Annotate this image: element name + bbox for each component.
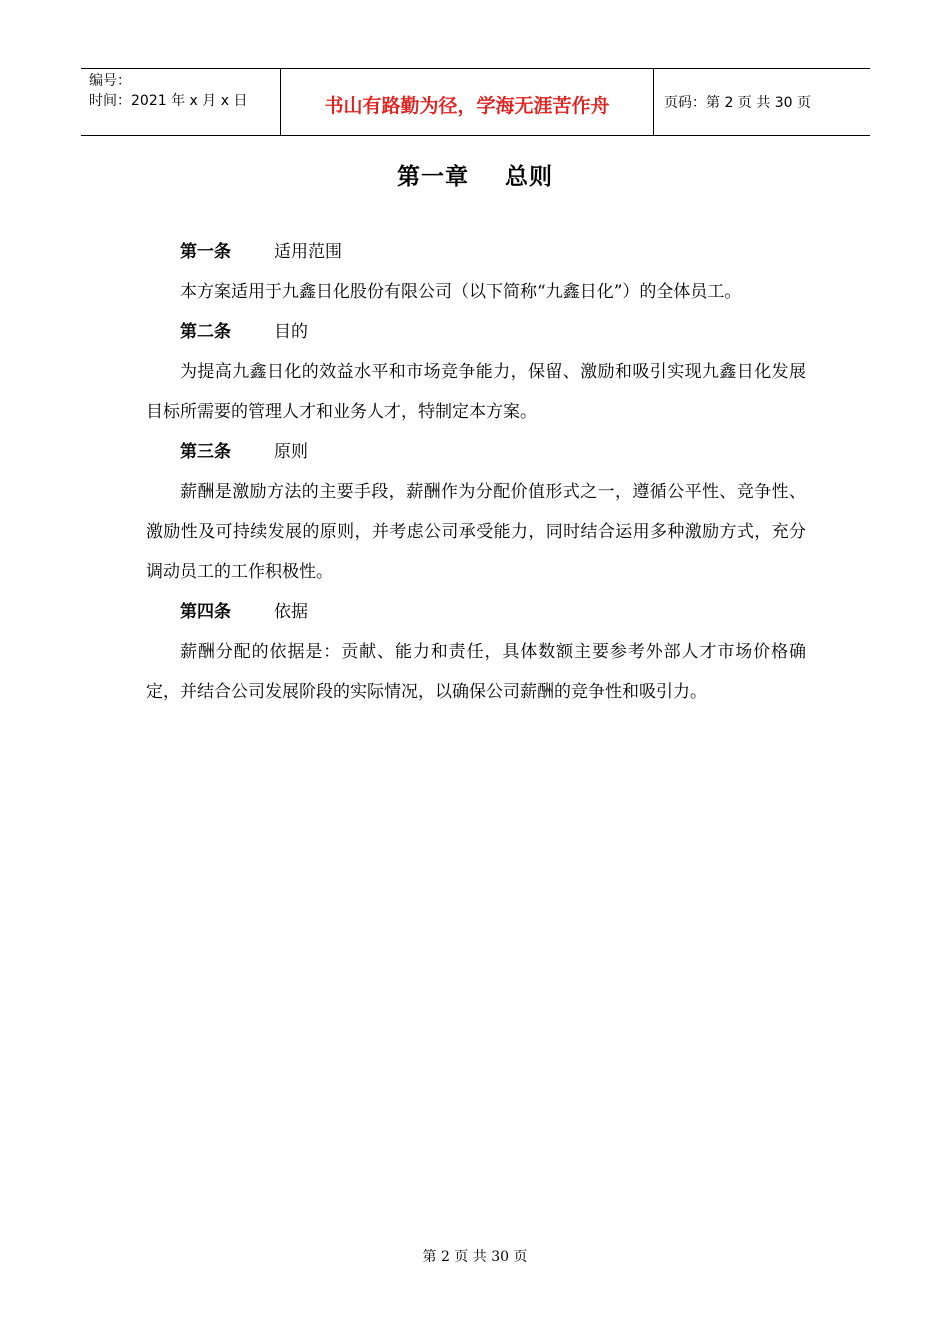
article-number: 第一条 [180, 242, 231, 262]
article-body: 薪酬分配的依据是：贡献、能力和责任，具体数额主要参考外部人才市场价格确定，并结合公司发展阶段的实际情况，以确保公司薪酬的竞争性和吸引力。 [146, 642, 806, 702]
document-body [146, 232, 806, 712]
article-heading [146, 312, 806, 352]
document-date-label: 时间：2021 年 x 月 x 日 [89, 93, 248, 109]
page-header [81, 68, 870, 136]
chapter-title: 第一章 总则 [396, 164, 554, 190]
article-4 [146, 592, 806, 712]
article-title: 目的 [274, 322, 308, 342]
article-3 [146, 432, 806, 592]
article-2 [146, 312, 806, 432]
article-number: 第三条 [180, 442, 231, 462]
header-motto: 书山有路勤为径，学海无涯苦作舟 [281, 69, 654, 135]
header-info-cell [81, 69, 281, 135]
header-page-code: 页码：第 2 页 共 30 页 [664, 95, 811, 111]
article-1 [146, 232, 806, 312]
document-number-label: 编号： [89, 73, 131, 89]
article-number: 第四条 [180, 602, 231, 622]
article-heading [146, 592, 806, 632]
article-number: 第二条 [180, 322, 231, 342]
article-title: 原则 [274, 442, 308, 462]
article-body: 为提高九鑫日化的效益水平和市场竞争能力，保留、激励和吸引实现九鑫日化发展目标所需要的管理人才和业务人才，特制定本方案。 [146, 362, 806, 422]
page-footer: 第 2 页 共 30 页 [422, 1249, 528, 1265]
article-body: 本方案适用于九鑫日化股份有限公司（以下简称“九鑫日化”）的全体员工。 [180, 282, 742, 302]
article-body: 薪酬是激励方法的主要手段，薪酬作为分配价值形式之一，遵循公平性、竞争性、激励性及可持续发展的原则，并考虑公司承受能力，同时结合运用多种激励方式，充分调动员工的工作积极性。 [146, 482, 806, 582]
article-title: 依据 [274, 602, 308, 622]
article-heading [146, 432, 806, 472]
article-heading [146, 232, 806, 272]
article-title: 适用范围 [274, 242, 342, 262]
